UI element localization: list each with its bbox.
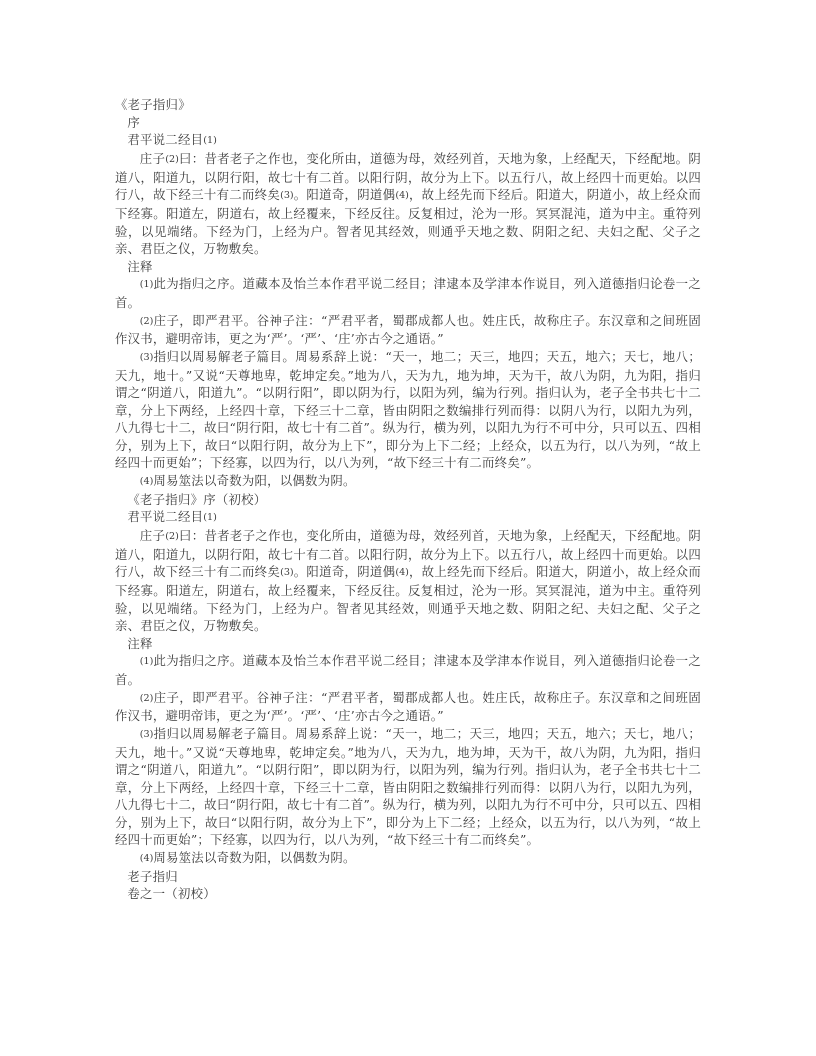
reference-marker: (2) <box>139 692 154 704</box>
reference-marker: (2) <box>165 154 179 166</box>
document-body <box>115 96 701 903</box>
notes-label-1: 注释 <box>127 258 153 274</box>
note-2-1: (1)此为指归之序。道藏本及怡兰本作君平说二经目；津逮本及学津本作说目，列入道德指归论卷一之首。 <box>115 653 701 688</box>
body-1: 庄子(2)曰：昔者老子之作也，变化所由，道德为母，效经列首，天地为象，上经配天，下经配地。阴道八，阳道九，以阴行阳，故七十有二首。以阳行阴，故分为上下。以五行八，故上经四十而更始。以四行八，故下经三十有二而终矣(3)。阳道奇，阴道偶(4)，故上经先而下经后。阳道大，阴道小，故上经众而下经寡。阳道左，阴道右，故上经覆来，下经反往。反复相过，沦为一形。冥冥混沌，道为中主。重符列验，以见端绪。下经为门，上经为户。智者见其经效，则通乎天地之数、阴阳之纪、夫妇之配、父子之亲、君臣之仪，万物敷矣。 <box>115 150 702 257</box>
reference-marker: (4) <box>395 190 409 202</box>
note-1-4: (4)周易筮法以奇数为阳，以偶数为阴。 <box>139 472 356 488</box>
reference-marker: (4) <box>395 567 409 579</box>
preface-label-1: 序 <box>127 114 141 130</box>
note-1-2: (2)庄子，即严君平。谷神子注：“严君平者，蜀郡成都人也。姓庄氏，故称庄子。东汉章和之间班固作汉书，避明帝讳，更之为‘严’。‘严’、‘庄’亦古今之通语。” <box>115 312 701 347</box>
doc-title: 《老子指归》 <box>115 97 191 112</box>
reference-marker: (3) <box>139 729 154 741</box>
reference-marker: (3) <box>280 190 294 202</box>
note-2-2: (2)庄子，即严君平。谷神子注：“严君平者，蜀郡成都人也。姓庄氏，故称庄子。东汉章和之间班固作汉书，避明帝讳，更之为‘严’。‘严’、‘庄’亦古今之通语。” <box>115 689 701 724</box>
reference-marker: (1) <box>139 656 154 668</box>
closing-title: 老子指归 <box>127 868 178 884</box>
reference-marker: (3) <box>280 567 294 579</box>
reference-marker: (3) <box>139 352 154 364</box>
notes-label-2: 注释 <box>127 635 153 651</box>
body-2: 庄子(2)曰：昔者老子之作也，变化所由，道德为母，效经列首，天地为象，上经配天，下经配地。阴道八，阳道九，以阴行阳，故七十有二首。以阳行阴，故分为上下。以五行八，故上经四十而更始。以四行八，故下经三十有二而终矣(3)。阳道奇，阴道偶(4)，故上经先而下经后。阳道大，阴道小，故上经众而下经寡。阳道左，阴道右，故上经覆来，下经反往。反复相过，沦为一形。冥冥混沌，道为中主。重符列验，以见端绪。下经为门，上经为户。智者见其经效，则通乎天地之数、阴阳之纪、夫妇之配、父子之亲、君臣之仪，万物敷矣。 <box>115 528 702 634</box>
preface-heading-2: 《老子指归》序（初校） <box>127 491 267 507</box>
reference-marker: (1) <box>203 512 217 524</box>
reference-marker: (4) <box>139 476 154 488</box>
reference-marker: (2) <box>139 315 154 327</box>
note-1-1: (1)此为指归之序。道藏本及怡兰本作君平说二经目；津逮本及学津本作说目，列入道德指归论卷一之首。 <box>115 276 701 310</box>
closing-volume: 卷之一（初校） <box>127 886 216 902</box>
section-heading-2: 君平说二经目(1) <box>127 509 217 525</box>
note-2-3: (3)指归以周易解老子篇目。周易系辞上说：“天一，地二；天三，地四；天五，地六；天七，地八；天九，地十。”又说“天尊地卑，乾坤定矣。”地为八，天为九，地为坤，天为干，故八为阴，九为阳，指归谓之“阴道八，阳道九”。“以阴行阳”，即以阴为行，以阳为列，编为行列。指归认为，老子全书共七十二章，分上下两经，上经四十章，下经三十二章，皆由阴阳之数编排行列而得：以阴八为行，以阳九为列，八九得七十二，故曰“阴行阳，故七十有二首”。纵为行，横为列，以阳九为行不可中分，只可以五、四相分，别为上下，故曰“以阳行阴，故分为上下”，即分为上下二经；上经众，以五为行，以八为列，“故上经四十而更始”；下经寡，以四为行，以八为列，“故下经三十有二而终矣”。 <box>115 725 701 848</box>
section-heading-1: 君平说二经目(1) <box>127 132 217 148</box>
reference-marker: (4) <box>139 853 154 865</box>
note-2-4: (4)周易筮法以奇数为阳，以偶数为阴。 <box>139 850 356 866</box>
reference-marker: (1) <box>139 279 154 291</box>
note-1-3: (3)指归以周易解老子篇目。周易系辞上说：“天一，地二；天三，地四；天五，地六；天七，地八；天九，地十。”又说“天尊地卑，乾坤定矣。”地为八，天为九，地为坤，天为干，故八为阴，九为阳，指归谓之“阴道八，阳道九”。“以阴行阳”，即以阴为行，以阳为列，编为行列。指归认为，老子全书共七十二章，分上下两经，上经四十章，下经三十二章，皆由阴阳之数编排行列而得：以阴八为行，以阳九为列，八九得七十二，故曰“阴行阳，故七十有二首”。纵为行，横为列，以阳九为行不可中分，只可以五、四相分，别为上下，故曰“以阳行阴，故分为上下”，即分为上下二经；上经众，以五为行，以八为列，“故上经四十而更始”；下经寡，以四为行，以八为列，“故下经三十有二而终矣”。 <box>115 348 701 471</box>
reference-marker: (2) <box>165 531 179 543</box>
reference-marker: (1) <box>203 135 217 147</box>
